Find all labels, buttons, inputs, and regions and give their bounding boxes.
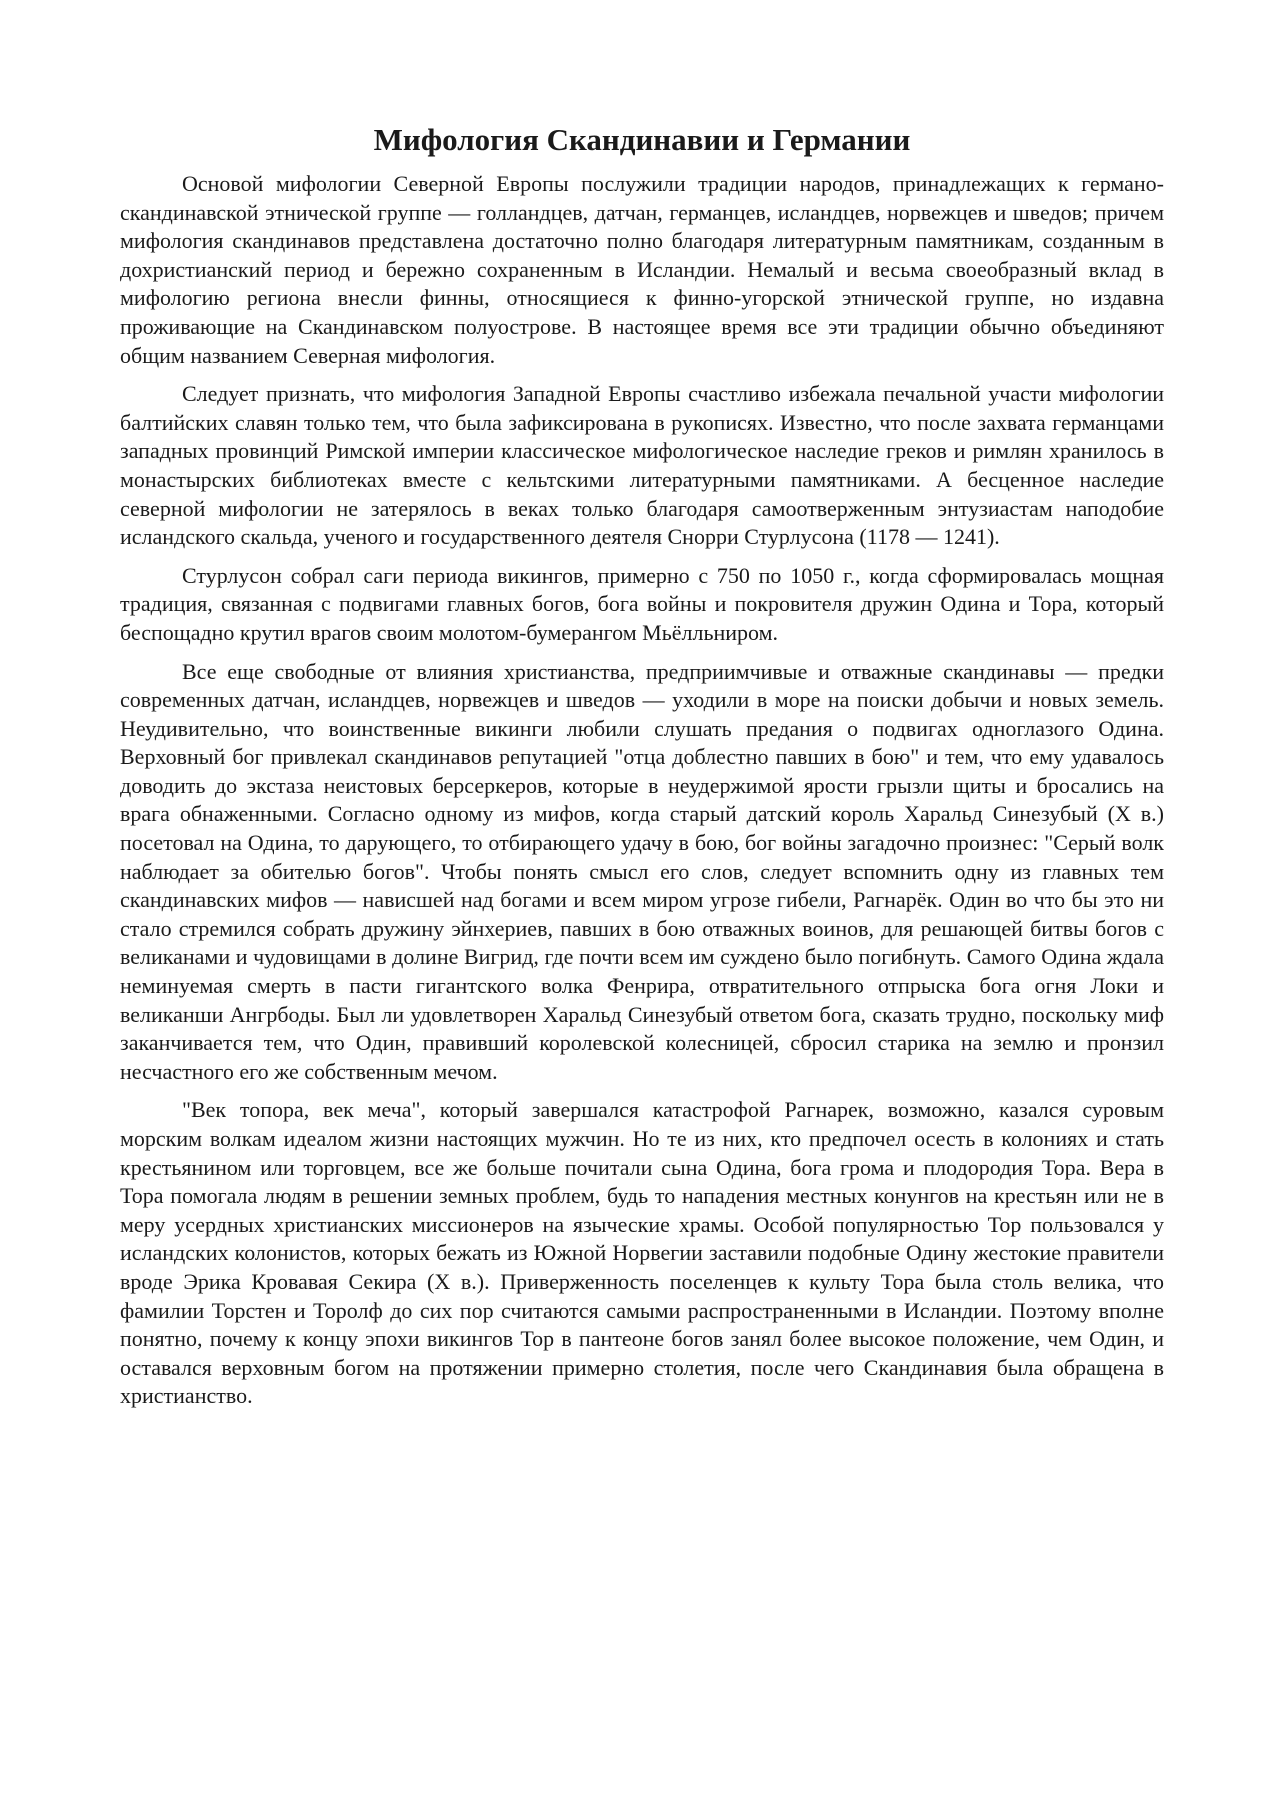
document-page (120, 120, 1164, 1421)
paragraph-3: Стурлусон собрал саги периода викингов, примерно с 750 по 1050 г., когда сформировалась мощная традиция, связанная с подвигами главных богов, бога войны и покровителя дружин Одина и Тора, который беспощадно крутил врагов своим молотом-бумерангом Мьёлльниром. (120, 562, 1164, 645)
paragraph-2: Следует признать, что мифология Западной Европы счастливо избежала печальной участи мифологии балтийских славян только тем, что была зафиксирована в рукописях. Известно, что после захвата германцами западных провинций Римской империи классическое мифологическое наследие греков и римлян хранилось в монастырских библиотеках вместе с кельтскими литературными памятниками. А бесценное наследие северной мифологии не затерялось в веках только благодаря самоотверженным энтузиастам наподобие исландского скальда, ученого и государственного деятеля Снорри Стурлусона (1178 — 1241). (120, 381, 1164, 550)
paragraph-1: Основой мифологии Северной Европы послужили традиции народов, принадлежащих к германо-скандинавской этнической группе — голландцев, датчан, германцев, исландцев, норвежцев и шведов; причем мифология скандинавов представлена достаточно полно благодаря литературным памятникам, созданным в дохристианский период и бережно сохраненным в Исландии. Немалый и весьма своеобразный вклад в мифологию региона внесли финны, относящиеся к финно-угорской этнической группе, но издавна проживающие на Скандинавском полуострове. В настоящее время все эти традиции обычно объединяют общим названием Северная мифология. (120, 171, 1164, 368)
paragraph-5: "Век топора, век меча", который завершался катастрофой Рагнарек, возможно, казался суровым морским волкам идеалом жизни настоящих мужчин. Но те из них, кто предпочел осесть в колониях и стать крестьянином или торговцем, все же больше почитали сына Одина, бога грома и плодородия Тора. Вера в Тора помогала людям в решении земных проблем, будь то нападения местных конунгов на крестьян или не в меру усердных христианских миссионеров на языческие храмы. Особой популярностью Тор пользовался у исландских колонистов, которых бежать из Южной Норвегии заставили подобные Одину жестокие правители вроде Эрика Кровавая Секира (X в.). Приверженность поселенцев к культу Тора была столь велика, что фамилии Торстен и Торолф до сих пор считаются самыми распространенными в Исландии. Поэтому вполне понятно, почему к концу эпохи викингов Тор в пантеоне богов занял более высокое положение, чем Один, и оставался верховным богом на протяжении примерно столетия, после чего Скандинавия была обращена в христианство. (120, 1097, 1164, 1409)
page-title: Мифология Скандинавии и Германии (373, 122, 911, 157)
paragraph-4: Все еще свободные от влияния христианства, предприимчивые и отважные скандинавы — предки современных датчан, исландцев, норвежцев и шведов — уходили в море на поиски добычи и новых земель. Неудивительно, что воинственные викинги любили слушать предания о подвигах одноглазого Одина. Верховный бог привлекал скандинавов репутацией "отца доблестно павших в бою" и тем, что ему удавалось доводить до экстаза неистовых берсеркеров, которые в неудержимой ярости грызли щиты и бросались на врага обнаженными. Согласно одному из мифов, когда старый датский король Харальд Синезубый (X в.) посетовал на Одина, то дарующего, то отбирающего удачу в бою, бог войны загадочно произнес: "Серый волк наблюдает за обителью богов". Чтобы понять смысл его слов, следует вспомнить одну из главных тем скандинавских мифов — нависшей над богами и всем миром угрозе гибели, Рагнарёк. Один во что бы это ни стало стремился собрать дружину эйнхериев, павших в бою отважных воинов, для решающей битвы богов с великанами и чудовищами в долине Вигрид, где почти всем им суждено было погибнуть. Самого Одина ждала неминуемая смерть в пасти гигантского волка Фенрира, отвратительного отпрыска бога огня Локи и великанши Ангрбоды. Был ли удовлетворен Харальд Синезубый ответом бога, сказать трудно, поскольку миф заканчивается тем, что Один, правивший королевской колесницей, сбросил старика на землю и пронзил несчастного его же собственным мечом. (120, 658, 1164, 1084)
